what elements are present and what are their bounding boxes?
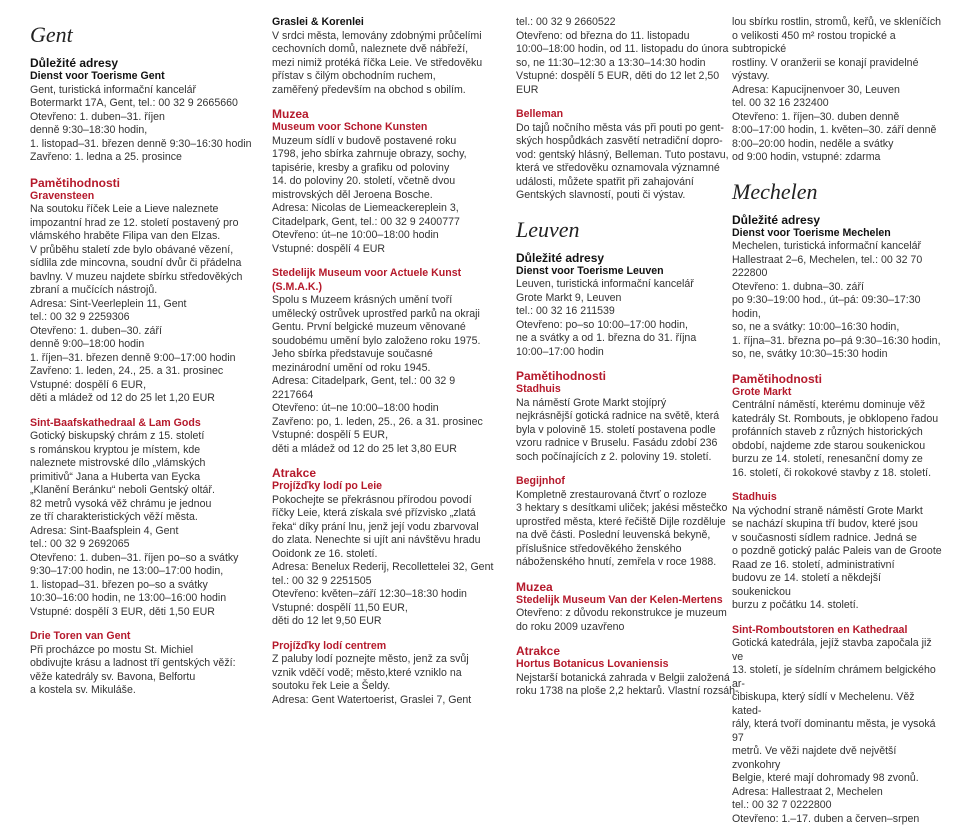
city-title-mechelen: Mechelen	[732, 179, 942, 205]
office-name: Dienst voor Toerisme Leuven	[516, 265, 742, 279]
city-title-leuven: Leuven	[516, 217, 742, 243]
text-line: ských hospůdkách zasvětí netradiční dopro-	[516, 135, 742, 149]
text-line: 10:00–18:00 hodin, od 11. listopadu do února	[516, 43, 742, 57]
text-line: Otevřeno: 1. říjen–30. duben denně	[732, 111, 942, 125]
kunsten-title: Museum voor Schone Kunsten	[272, 121, 498, 135]
text-line: děti do 12 let 9,50 EUR	[272, 615, 498, 629]
text-line: Vstupné: dospělí 5 EUR,	[272, 429, 498, 443]
text-line: Adresa: Sint-Veerleplein 11, Gent	[30, 298, 256, 312]
text-line: Při procházce po mostu St. Michiel	[30, 644, 256, 658]
text-line: Zavřeno: 1. leden, 24., 25. a 31. prosinec	[30, 365, 256, 379]
grote-markt-title: Grote Markt	[732, 386, 942, 400]
text-line: Pokochejte se překrásnou přírodou povodí	[272, 494, 498, 508]
text-line: Gentských slavností, pouti či výstav.	[516, 189, 742, 203]
kelen-text	[516, 607, 742, 634]
text-line: od 9:00 hodin, vstupné: zdarma	[732, 151, 942, 165]
text-line: náboženského hnutí, zemřela v roce 1988.	[516, 556, 742, 570]
text-line: soch počínajících z 2. poloviny 19. století.	[516, 451, 742, 465]
baafs-text	[30, 430, 256, 619]
office-info	[30, 84, 256, 165]
text-line: události, můžete spatřit při zahajování	[516, 176, 742, 190]
stadhuis-title: Stadhuis	[732, 491, 942, 505]
text-line: vod: gentský hlásný, Belleman. Tuto postavu,	[516, 149, 742, 163]
begijnhof-text	[516, 489, 742, 570]
text-line: tel.: 00 32 9 2660522	[516, 16, 742, 30]
text-line: 1. října–31. března po–pá 9:30–16:30 hodin,	[732, 335, 942, 349]
text-line: so, ne, svátky 10:30–15:30 hodin	[732, 348, 942, 362]
text-line: Jeho sbírka představuje současné	[272, 348, 498, 362]
text-line: příslušnice středověkého ženského	[516, 543, 742, 557]
text-line: 13. století, je sídelním chrámem belgického ar-	[732, 664, 942, 691]
atrakce-heading: Atrakce	[516, 644, 742, 658]
text-line: Ooidonk ze 16. století.	[272, 548, 498, 562]
text-line: Adresa: Benelux Rederij, Recollettelei 32, Gent	[272, 561, 498, 575]
office-name: Dienst voor Toerisme Gent	[30, 70, 256, 84]
text-line: Adresa: Nicolas de Liemeackereplein 3,	[272, 202, 498, 216]
office-name: Dienst voor Toerisme Mechelen	[732, 227, 942, 241]
sights-heading: Pamětihodnosti	[732, 372, 942, 386]
text-line: Adresa: Sint-Baafsplein 4, Gent	[30, 525, 256, 539]
important-addresses-heading: Důležité adresy	[30, 56, 256, 70]
hortus-title: Hortus Botanicus Lovaniensis	[516, 658, 742, 672]
text-line: profánních staveb z různých historických	[732, 426, 942, 440]
text-line: 3 hektary s desítkami uliček; jakési městečko	[516, 502, 742, 516]
text-line: cechovních domů, naleznete dvě nábřeží,	[272, 43, 498, 57]
important-addresses-heading: Důležité adresy	[732, 213, 942, 227]
text-line: tapisérie, kresby a grafiku od poloviny	[272, 162, 498, 176]
text-line: Centrální náměstí, kterému dominuje věž	[732, 399, 942, 413]
text-line: období, najdeme zde starou soukenickou	[732, 440, 942, 454]
text-line: 8:00–17:00 hodin, 1. květen–30. září denně	[732, 124, 942, 138]
atrakce-heading: Atrakce	[272, 466, 498, 480]
text-line: 1. říjen–31. březen denně 9:00–17:00 hodin	[30, 352, 256, 366]
text-line: Otevřeno: 1. duben–30. září	[30, 325, 256, 339]
text-line: v současnosti sídlem radnice. Jedná se	[732, 532, 942, 546]
text-line: děti a mládež od 12 do 25 let 3,80 EUR	[272, 443, 498, 457]
text-line: Kompletně zrestaurovaná čtvrť o rozloze	[516, 489, 742, 503]
text-line: děti a mládež od 12 do 25 let 1,20 EUR	[30, 392, 256, 406]
text-line: Vstupné: dospělí 11,50 EUR,	[272, 602, 498, 616]
text-line: po 9:30–19:00 hod., út–pá: 09:30–17:30 hodin,	[732, 294, 942, 321]
text-line: do zlata. Nenechte si ujít ani návštěvu hradu	[272, 534, 498, 548]
text-line: Gotická katedrála, jejíž stavba započala již ve	[732, 637, 942, 664]
text-line: 10:00–17:00 hodin	[516, 346, 742, 360]
text-line: nejkrásnější gotická radnice na světě, která	[516, 410, 742, 424]
continued-info	[516, 16, 742, 97]
text-line: Gotický biskupský chrám z 15. století	[30, 430, 256, 444]
leie-text	[272, 494, 498, 629]
gravensteen-title: Gravensteen	[30, 190, 256, 204]
office-info	[732, 240, 942, 362]
kunsten-text	[272, 135, 498, 257]
office-info	[516, 278, 742, 359]
text-line: Raad ze 16. století, administrativní	[732, 559, 942, 573]
text-line: 14. do poloviny 20. století, včetně dvou	[272, 175, 498, 189]
toren-title: Drie Toren van Gent	[30, 630, 256, 644]
text-line: „Klanění Beránku“ neboli Gentský oltář.	[30, 484, 256, 498]
text-line: ne a svátky a od 1. března do 31. října	[516, 332, 742, 346]
column-gent	[30, 22, 256, 698]
text-line: Adresa: Citadelpark, Gent, tel.: 00 32 9 2217664	[272, 375, 498, 402]
kelen-title: Stedelijk Museum Van der Kelen-Mertens	[516, 594, 742, 608]
text-line: Mechelen, turistická informační kancelář	[732, 240, 942, 254]
text-line: so, ne 11:30–12:30 a 13:30–14:30 hodin	[516, 57, 742, 71]
text-line: říčky Leie, která získala své přízvisko „zlatá	[272, 507, 498, 521]
text-line: uprostřed města, které řečiště Dijle rozděluje	[516, 516, 742, 530]
text-line: zaměřený především na obchod s obilím.	[272, 84, 498, 98]
text-line: mezi nimiž protéká říčka Leie. Ve středověku	[272, 57, 498, 71]
text-line: 9:30–17:00 hodin, ne 13:00–17:00 hodin,	[30, 565, 256, 579]
text-line: obdivujte krásu a ladnost tří gentských věží:	[30, 657, 256, 671]
text-line: mistrovských děl Jeroena Bosche.	[272, 189, 498, 203]
hortus-text	[516, 672, 742, 699]
column-gent-2	[272, 16, 498, 707]
text-line: Otevřeno: 1.–17. duben a červen–srpen	[732, 813, 942, 826]
text-line: o pozdně gotický palác Paleis van de Groote	[732, 545, 942, 559]
text-line: o velikosti 450 m² rostou tropické a subtropické	[732, 30, 942, 57]
text-line: burzu ze 14. století, renesanční domy ze	[732, 453, 942, 467]
graslei-title: Graslei & Korenlei	[272, 16, 498, 30]
text-line: tel.: 00 32 16 211539	[516, 305, 742, 319]
text-line: budovu ze 14. století a někdejší soukenickou	[732, 572, 942, 599]
text-line: tel.: 00 32 9 2251505	[272, 575, 498, 589]
text-line: so, ne a svátky: 10:00–16:30 hodin,	[732, 321, 942, 335]
rombouts-text	[732, 637, 942, 826]
text-line: impozantní hrad ze 12. století postavený pro	[30, 217, 256, 231]
text-line: Leuven, turistická informační kancelář	[516, 278, 742, 292]
text-line: zbraní a mučících nástrojů.	[30, 284, 256, 298]
column-leuven	[516, 16, 742, 699]
text-line: Belgie, které mají dohromady 98 zvonů.	[732, 772, 942, 786]
text-line: burzu z počátku 14. století.	[732, 599, 942, 613]
text-line: naleznete mistrovské dílo „vlámských	[30, 457, 256, 471]
text-line: Gent, turistická informační kancelář	[30, 84, 256, 98]
text-line: Vstupné: dospělí 5 EUR, děti do 12 let 2,50 EUR	[516, 70, 742, 97]
text-line: rály, která tvoří dominantu města, je vysoká 97	[732, 718, 942, 745]
text-line: rostliny. V oranžerii se konají pravidelné výstavy.	[732, 57, 942, 84]
stadhuis-text	[732, 505, 942, 613]
text-line: s románskou kryptou je místem, kde	[30, 444, 256, 458]
text-line: denně 9:30–18:30 hodin,	[30, 124, 256, 138]
text-line: se nachází skupina tří budov, které jsou	[732, 518, 942, 532]
text-line: Vstupné: dospělí 6 EUR,	[30, 379, 256, 393]
toren-text	[30, 644, 256, 698]
centrum-text	[272, 653, 498, 707]
text-line: řeka“ díky prání lnu, jenž její vodu zbarvoval	[272, 521, 498, 535]
text-line: Otevřeno: z důvodu rekonstrukce je muzeum	[516, 607, 742, 621]
text-line: Otevřeno: 1. duben–31. říjen po–so a svátky	[30, 552, 256, 566]
text-line: denně 9:00–18:00 hodin	[30, 338, 256, 352]
text-line: Otevřeno: od března do 11. listopadu	[516, 30, 742, 44]
important-addresses-heading: Důležité adresy	[516, 251, 742, 265]
text-line: Adresa: Gent Watertoerist, Graslei 7, Gent	[272, 694, 498, 708]
text-line: Vstupné: dospělí 4 EUR	[272, 243, 498, 257]
belleman-title: Belleman	[516, 108, 742, 122]
text-line: roku 1738 na ploše 2,2 hektarů. Vlastní rozsáh-	[516, 685, 742, 699]
text-line: Adresa: Kapucijnenvoer 30, Leuven	[732, 84, 942, 98]
text-line: 1. listopad–31. březen po–so a svátky	[30, 579, 256, 593]
text-line: Z paluby lodí poznejte město, jenž za svůj	[272, 653, 498, 667]
stadhuis-title: Stadhuis	[516, 383, 742, 397]
gravensteen-text	[30, 203, 256, 406]
text-line: 82 metrů vysoká věž chrámu je jednou	[30, 498, 256, 512]
text-line: 16. století, či rokokové stavby z 18. století.	[732, 467, 942, 481]
text-line: Otevřeno: po–so 10:00–17:00 hodin,	[516, 319, 742, 333]
text-line: Adresa: Hallestraat 2, Mechelen	[732, 786, 942, 800]
rombouts-title: Sint-Romboutstoren en Kathedraal	[732, 624, 942, 638]
text-line: sídlila zde mincovna, soudní dvůr či přádelna	[30, 257, 256, 271]
grote-markt-text	[732, 399, 942, 480]
text-line: byla v polovině 15. století postavena podle	[516, 424, 742, 438]
text-line: Citadelpark, Gent, tel.: 00 32 9 2400777	[272, 216, 498, 230]
text-line: ze tří charakteristických věží města.	[30, 511, 256, 525]
text-line: Vstupné: dospělí 3 EUR, děti 1,50 EUR	[30, 606, 256, 620]
text-line: Otevřeno: 1. duben–31. říjen	[30, 111, 256, 125]
graslei-text	[272, 30, 498, 98]
text-line: Zavřeno: po, 1. leden, 25., 26. a 31. prosinec	[272, 416, 498, 430]
text-line: vzoru radnice v Bruselu. Fasádu zdobí 236	[516, 437, 742, 451]
muzea-heading: Muzea	[516, 580, 742, 594]
text-line: Na soutoku říček Leie a Lieve naleznete	[30, 203, 256, 217]
belleman-text	[516, 122, 742, 203]
text-line: Otevřeno: út–ne 10:00–18:00 hodin	[272, 229, 498, 243]
text-line: 8:00–20:00 hodin, neděle a svátky	[732, 138, 942, 152]
text-line: na dvě části. Poslední leuvenská bekyně,	[516, 529, 742, 543]
text-line: lou sbírku rostlin, stromů, keřů, ve skleníčích	[732, 16, 942, 30]
text-line: primitivů“ Jana a Huberta van Eycka	[30, 471, 256, 485]
text-line: Hallestraat 2–6, Mechelen, tel.: 00 32 70 222800	[732, 254, 942, 281]
text-line: tel.: 00 32 7 0222800	[732, 799, 942, 813]
text-line: vznik vděčí vodě; město,které vzniklo na	[272, 667, 498, 681]
text-line: Spolu s Muzeem krásných umění tvoří	[272, 294, 498, 308]
text-line: Botermarkt 17A, Gent, tel.: 00 32 9 2665660	[30, 97, 256, 111]
text-line: Otevřeno: 1. dubna–30. září	[732, 281, 942, 295]
baafs-title: Sint-Baafskathedraal & Lam Gods	[30, 417, 256, 431]
stadhuis-text	[516, 397, 742, 465]
text-line: Muzeum sídlí v budově postavené roku	[272, 135, 498, 149]
text-line: cibiskupa, který sídlí v Mechelenu. Věž kated-	[732, 691, 942, 718]
text-line: umělecký ostrůvek uprostřed parků na okraji	[272, 308, 498, 322]
text-line: která ve středověku oznamovala významné	[516, 162, 742, 176]
text-line: 1798, jeho sbírka zahrnuje obrazy, sochy,	[272, 148, 498, 162]
text-line: bavlny. V muzeu najdete sbírku středověkých	[30, 271, 256, 285]
leie-title: Projížďky lodí po Leie	[272, 480, 498, 494]
text-line: 1. listopad–31. březen denně 9:30–16:30 hodin	[30, 138, 256, 152]
centrum-title: Projížďky lodí centrem	[272, 640, 498, 654]
text-line: vlámského hraběte Filipa van den Elzas.	[30, 230, 256, 244]
text-line: Otevřeno: květen–září 12:30–18:30 hodin	[272, 588, 498, 602]
text-line: soutoku řek Leie a Šeldy.	[272, 680, 498, 694]
text-line: Do tajů nočního města vás při pouti po gent-	[516, 122, 742, 136]
text-line: Otevřeno: út–ne 10:00–18:00 hodin	[272, 402, 498, 416]
text-line: Zavřeno: 1. ledna a 25. prosince	[30, 151, 256, 165]
city-title-gent: Gent	[30, 22, 256, 48]
text-line: Na náměstí Grote Markt stojíprý	[516, 397, 742, 411]
text-line: Grote Markt 9, Leuven	[516, 292, 742, 306]
text-line: Gentu. První belgické muzeum věnované	[272, 321, 498, 335]
text-line: metrů. Ve věži najdete dvě největší zvonkohry	[732, 745, 942, 772]
text-line: 10:30–16:00 hodin, ne 13:00–16:00 hodin	[30, 592, 256, 606]
text-line: V průběhu staletí zde bylo obávané vězení,	[30, 244, 256, 258]
text-line: V srdci města, lemovány zdobnými průčelími	[272, 30, 498, 44]
text-line: a kostela sv. Mikuláše.	[30, 684, 256, 698]
text-line: do roku 2009 uzavřeno	[516, 621, 742, 635]
text-line: tel.: 00 32 9 2259306	[30, 311, 256, 325]
sights-heading: Pamětihodnosti	[30, 176, 256, 190]
smak-text	[272, 294, 498, 456]
text-line: přístav s čilým obchodním ruchem,	[272, 70, 498, 84]
smak-title: Stedelijk Museum voor Actuele Kunst (S.M.A.K.)	[272, 267, 498, 294]
text-line: soudobému umění bylo založeno roku 1975.	[272, 335, 498, 349]
begijnhof-title: Begijnhof	[516, 475, 742, 489]
continued-info	[732, 16, 942, 165]
column-mechelen	[732, 16, 942, 826]
text-line: Na východní straně náměstí Grote Markt	[732, 505, 942, 519]
muzea-heading: Muzea	[272, 107, 498, 121]
text-line: tel.: 00 32 9 2692065	[30, 538, 256, 552]
text-line: věže katedrály sv. Bavona, Belfortu	[30, 671, 256, 685]
text-line: Nejstarší botanická zahrada v Belgii založená	[516, 672, 742, 686]
text-line: katedrály St. Rombouts, je obklopeno řadou	[732, 413, 942, 427]
text-line: mezinárodní umění od roku 1945.	[272, 362, 498, 376]
text-line: tel. 00 32 16 232400	[732, 97, 942, 111]
sights-heading: Pamětihodnosti	[516, 369, 742, 383]
